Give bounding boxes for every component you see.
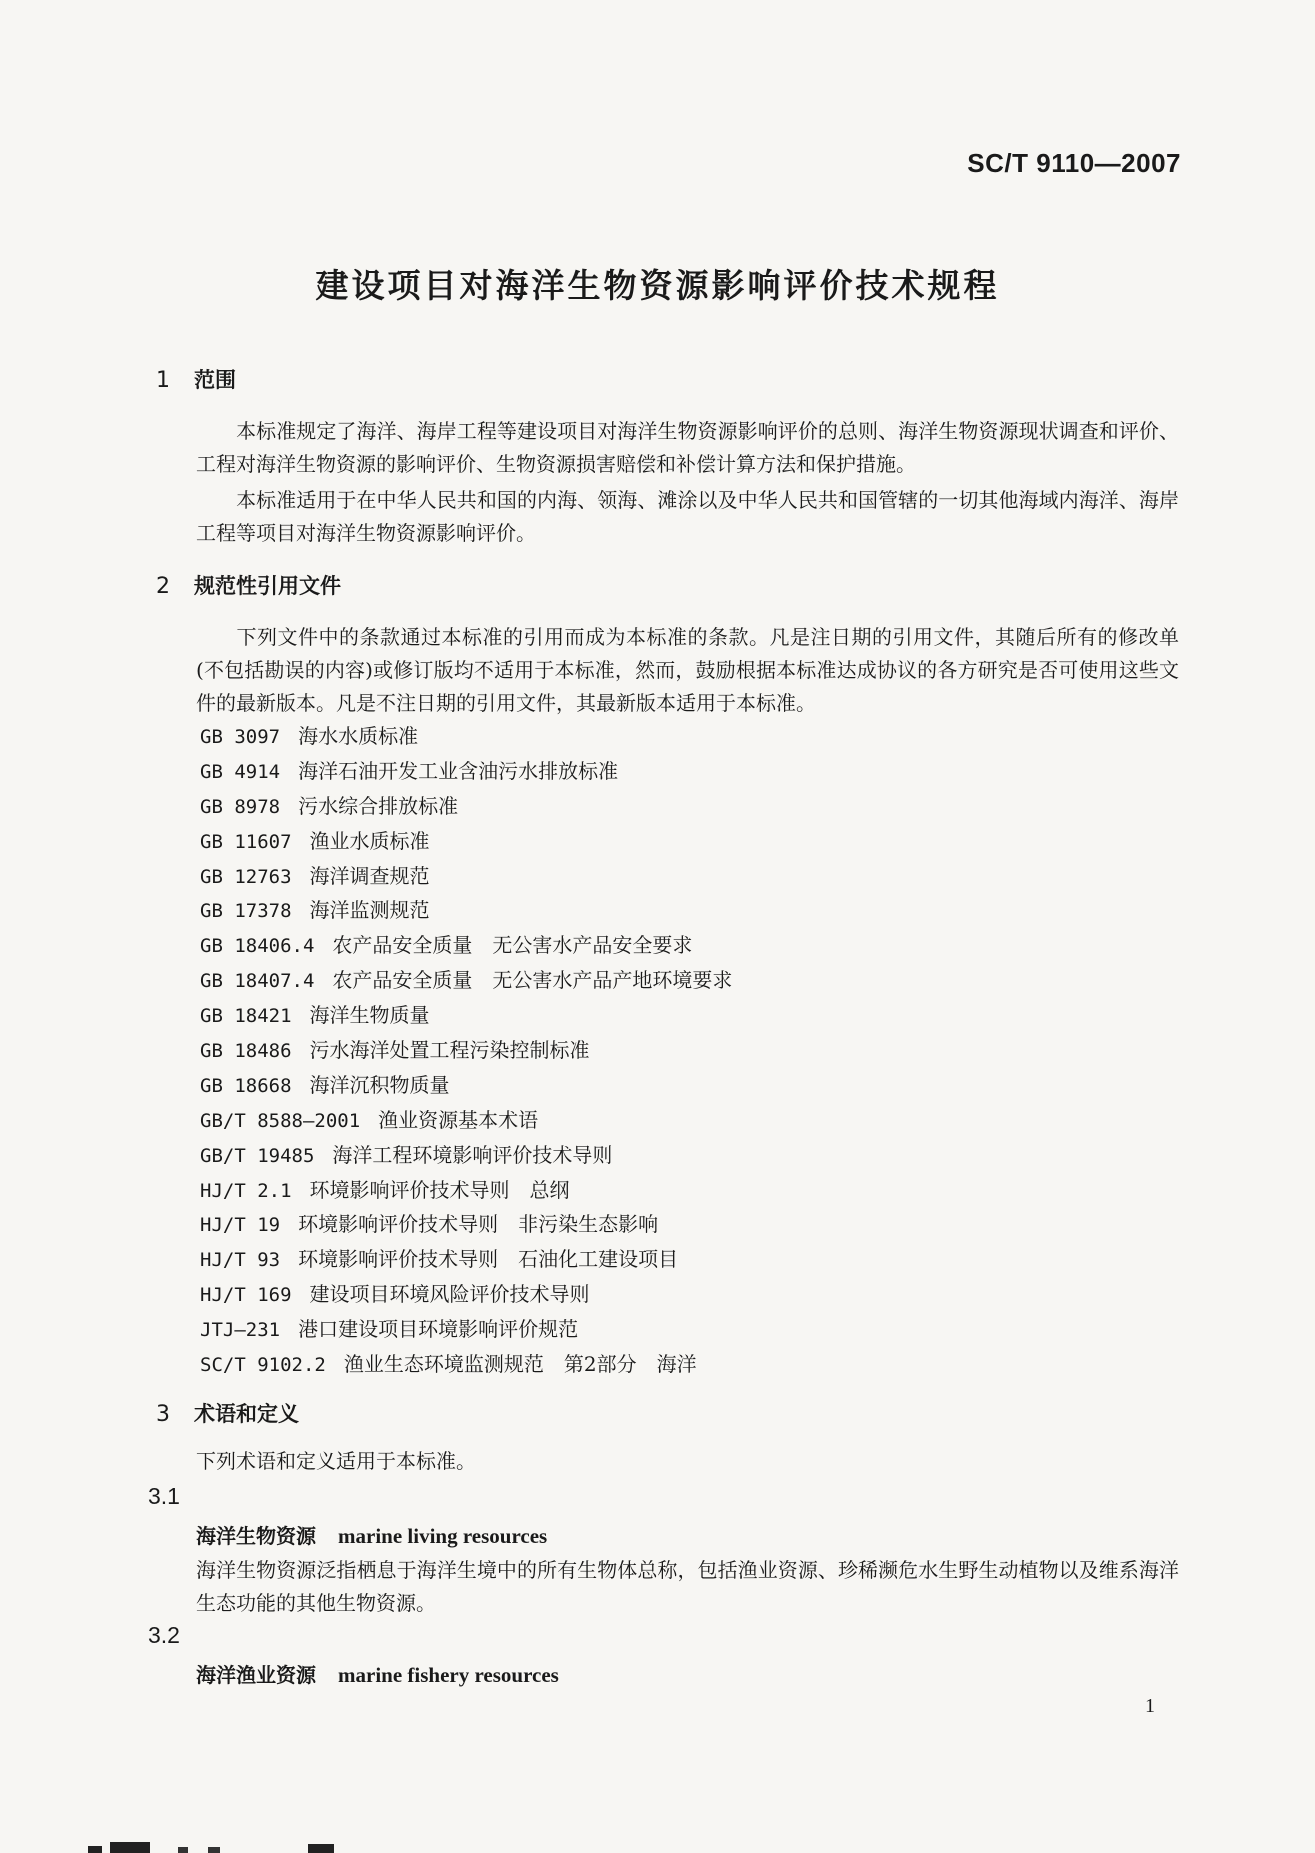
term-3-1 xyxy=(196,1520,547,1549)
term-3-2 xyxy=(196,1659,559,1688)
reference-item: GB 18421 海洋生物质量 xyxy=(200,1003,430,1028)
section-1-paragraph-2: 本标准适用于在中华人民共和国的内海、领海、滩涂以及中华人民共和国管辖的一切其他海域内海洋、海岸工程等项目对海洋生物资源影响评价。 xyxy=(196,488,1179,545)
reference-item: HJ/T 93 环境影响评价技术导则 石油化工建设项目 xyxy=(200,1247,679,1272)
reference-item: GB 18407.4 农产品安全质量 无公害水产品产地环境要求 xyxy=(200,968,733,993)
section-3-heading xyxy=(156,1398,299,1428)
reference-item: HJ/T 2.1 环境影响评价技术导则 总纲 xyxy=(200,1177,570,1202)
section-3-intro: 下列术语和定义适用于本标准。 xyxy=(196,1449,476,1473)
section-2-paragraph: 下列文件中的条款通过本标准的引用而成为本标准的条款。凡是注日期的引用文件，其随后所有的修改单(不包括勘误的内容)或修订版均不适用于本标准，然而，鼓励根据本标准达成协议的各方研究是否可使用这些文件的最新版本。凡是不注日期的引用文件，其最新版本适用于本标准。 xyxy=(196,625,1179,715)
reference-item: HJ/T 19 环境影响评价技术导则 非污染生态影响 xyxy=(200,1212,659,1237)
reference-item: GB 11607 渔业水质标准 xyxy=(200,828,430,853)
scan-artifact-marks xyxy=(88,1838,418,1853)
normative-references-list xyxy=(200,719,732,1382)
reference-item: GB 12763 海洋调查规范 xyxy=(200,863,430,888)
section-3-title: 术语和定义 xyxy=(194,1402,299,1426)
section-2-number: 2 xyxy=(156,574,170,599)
section-1-heading xyxy=(156,364,236,394)
section-1-title: 范围 xyxy=(194,368,236,392)
reference-item: GB 18406.4 农产品安全质量 无公害水产品安全要求 xyxy=(200,933,693,958)
page-number: 1 xyxy=(1145,1695,1155,1717)
reference-item: GB 4914 海洋石油开发工业含油污水排放标准 xyxy=(200,758,619,783)
term-3-1-number: 3.1 xyxy=(148,1483,180,1509)
term-3-2-number: 3.2 xyxy=(148,1622,180,1648)
reference-item: GB/T 8588—2001 渔业资源基本术语 xyxy=(200,1107,539,1132)
term-3-1-zh: 海洋生物资源 xyxy=(196,1524,316,1548)
section-2-heading xyxy=(156,570,341,600)
reference-item: SC/T 9102.2 渔业生态环境监测规范 第2部分 海洋 xyxy=(200,1352,697,1377)
document-title: 建设项目对海洋生物资源影响评价技术规程 xyxy=(315,266,1000,305)
standard-code: SC/T 9110—2007 xyxy=(967,148,1181,178)
term-3-2-zh: 海洋渔业资源 xyxy=(196,1663,316,1687)
section-1-paragraph-1: 本标准规定了海洋、海岸工程等建设项目对海洋生物资源影响评价的总则、海洋生物资源现状调查和评价、工程对海洋生物资源的影响评价、生物资源损害赔偿和补偿计算方法和保护措施。 xyxy=(196,419,1179,476)
reference-item: GB 18486 污水海洋处置工程污染控制标准 xyxy=(200,1038,590,1063)
term-3-1-definition: 海洋生物资源泛指栖息于海洋生境中的所有生物体总称，包括渔业资源、珍稀濒危水生野生动植物以及维系海洋生态功能的其他生物资源。 xyxy=(196,1558,1179,1615)
reference-item: GB/T 19485 海洋工程环境影响评价技术导则 xyxy=(200,1142,613,1167)
reference-item: JTJ—231 港口建设项目环境影响评价规范 xyxy=(200,1317,579,1342)
reference-item: HJ/T 169 建设项目环境风险评价技术导则 xyxy=(200,1282,590,1307)
section-1-number: 1 xyxy=(156,368,170,393)
reference-item: GB 3097 海水水质标准 xyxy=(200,724,419,748)
reference-item: GB 8978 污水综合排放标准 xyxy=(200,793,459,818)
section-3-number: 3 xyxy=(156,1402,170,1427)
reference-item: GB 18668 海洋沉积物质量 xyxy=(200,1072,450,1097)
reference-item: GB 17378 海洋监测规范 xyxy=(200,898,430,923)
term-3-2-en: marine fishery resources xyxy=(338,1663,559,1687)
section-2-title: 规范性引用文件 xyxy=(194,574,341,598)
term-3-1-en: marine living resources xyxy=(338,1524,548,1548)
